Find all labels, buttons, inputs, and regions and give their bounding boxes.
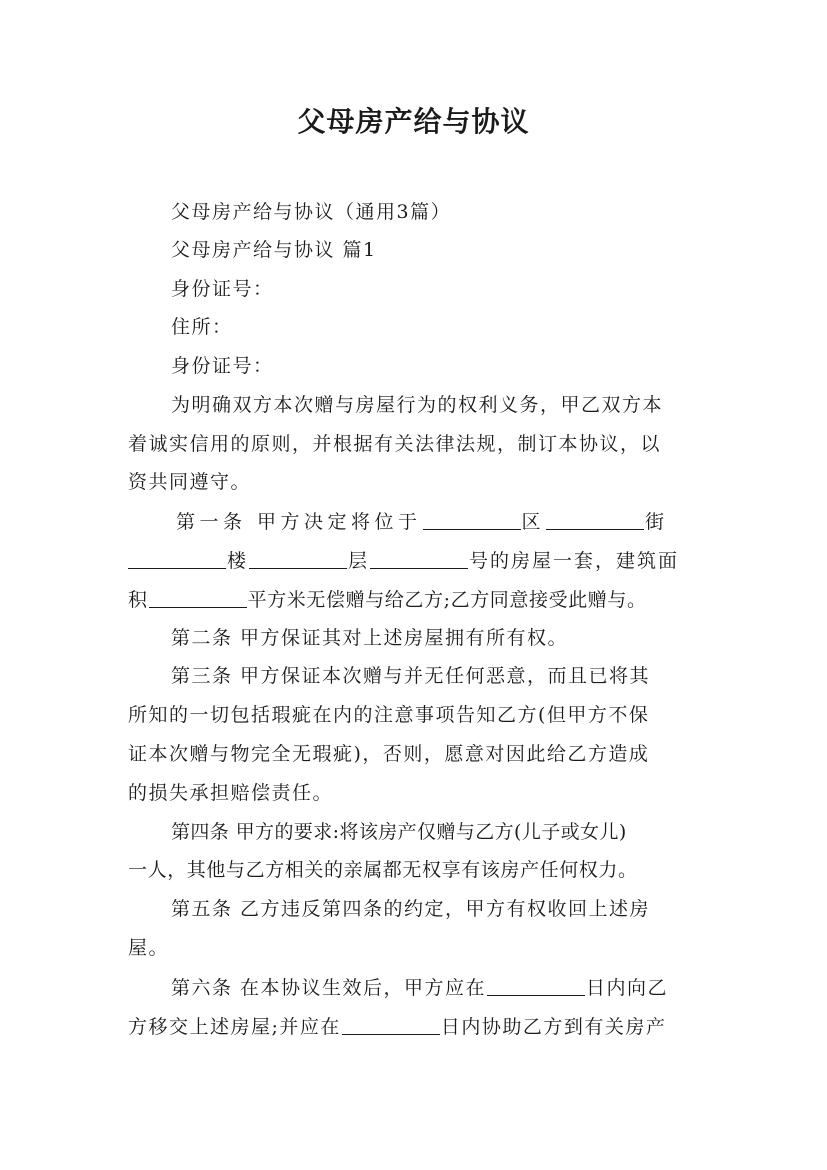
article-5-line-2: 屋。 — [128, 937, 170, 959]
article-6-line-2 — [128, 1014, 708, 1039]
blank-handover-days — [487, 975, 585, 996]
subtitle: 父母房产给与协议（通用3篇） — [171, 201, 452, 223]
field-id-number-2: 身份证号： — [171, 355, 274, 377]
article-6-text-d: 日内协助乙方到有关房产 — [440, 1016, 667, 1038]
blank-assist-days — [342, 1014, 440, 1035]
blank-street — [546, 509, 644, 530]
document-title: 父母房产给与协议 — [297, 105, 530, 138]
intro-line-1: 为明确双方本次赠与房屋行为的权利义务，甲乙双方本 — [171, 394, 664, 416]
article-1-text-b: 区 — [521, 511, 546, 533]
field-address: 住所： — [171, 316, 233, 338]
article-4-line-1: 第四条 甲方的要求:将该房产仅赠与乙方(儿子或女儿) — [171, 821, 627, 843]
article-1-line-3 — [128, 587, 708, 612]
article-4-line-2: 一人，其他与乙方相关的亲属都无权享有该房产任何权力。 — [128, 859, 638, 881]
article-5-line-1: 第五条 乙方违反第四条的约定，甲方有权收回上述房 — [171, 898, 651, 920]
blank-district — [423, 509, 521, 530]
article-1-line-1 — [176, 509, 756, 534]
blank-building — [128, 548, 226, 569]
part-heading: 父母房产给与协议 篇1 — [171, 239, 377, 261]
article-6-text-c: 方移交上述房屋;并应在 — [128, 1016, 341, 1038]
article-3-line-1: 第三条 甲方保证本次赠与并无任何恶意，而且已将其 — [171, 665, 651, 687]
article-3-line-4: 的损失承担赔偿责任。 — [128, 782, 334, 804]
article-1-text-f: 号的房屋一套，建筑面 — [469, 550, 680, 572]
intro-line-3: 资共同遵守。 — [128, 471, 252, 493]
field-id-number-1: 身份证号： — [171, 278, 274, 300]
article-1-text-h: 平方米无偿赠与给乙方;乙方同意接受此赠与。 — [247, 589, 647, 611]
blank-number — [370, 548, 468, 569]
article-6-line-1 — [171, 975, 751, 1000]
article-1-text-a: 第一条 甲方决定将位于 — [176, 511, 422, 533]
article-1-line-2 — [128, 548, 708, 573]
blank-floor — [249, 548, 347, 569]
article-2: 第二条 甲方保证其对上述房屋拥有所有权。 — [171, 627, 569, 649]
article-3-line-3: 证本次赠与物完全无瑕疵)，否则，愿意对因此给乙方造成 — [128, 743, 650, 765]
article-6-text-a: 第六条 在本协议生效后，甲方应在 — [171, 977, 487, 999]
blank-area — [149, 587, 247, 608]
article-6-text-b: 日内向乙 — [586, 977, 669, 999]
article-1-text-g: 积 — [128, 589, 148, 611]
article-1-text-c: 街 — [645, 511, 669, 533]
intro-line-2: 着诚实信用的原则，并根据有关法律法规，制订本协议，以 — [128, 433, 662, 455]
article-3-line-2: 所知的一切包括瑕疵在内的注意事项告知乙方(但甲方不保 — [128, 704, 650, 726]
article-1-text-e: 层 — [348, 550, 370, 572]
article-1-text-d: 楼 — [227, 550, 249, 572]
